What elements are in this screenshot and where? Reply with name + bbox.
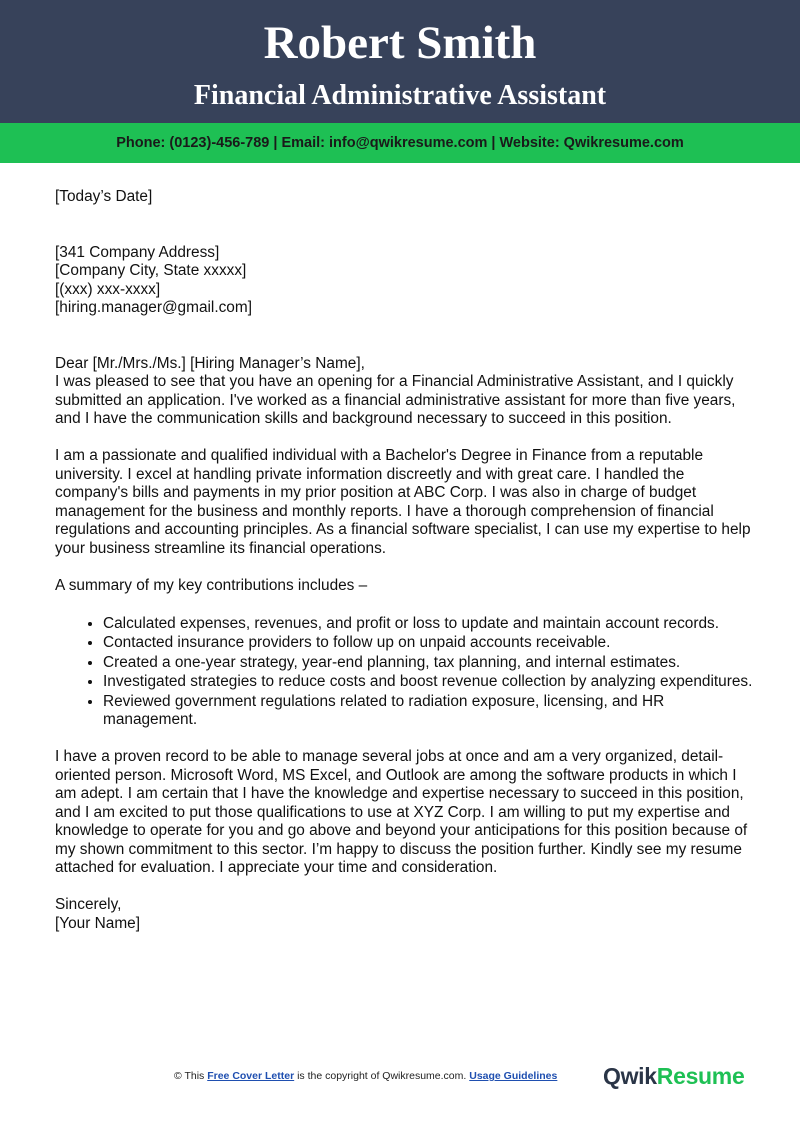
header-banner: [0, 0, 800, 123]
logo-part-qwik: Qwik: [603, 1063, 657, 1089]
qwikresume-logo[interactable]: [603, 1063, 744, 1090]
signature: [Your Name]: [55, 914, 140, 932]
list-item: • Investigated strategies to reduce costs and boost revenue collection by analyzing expenditures.: [103, 672, 755, 692]
paragraph: I was pleased to see that you have an opening for a Financial Administrative Assistant, and I quickly submitted an application. I've worked as a financial administrative assistant for more than five years, and I have the communication skills and background necessary to succeed in this position.: [55, 373, 736, 427]
candidate-name: Robert Smith: [263, 17, 537, 69]
usage-guidelines-link[interactable]: Usage Guidelines: [469, 1070, 558, 1082]
address-line: [Company City, State xxxxx]: [55, 262, 247, 279]
footer: [0, 1058, 800, 1098]
letter-body: [55, 188, 755, 933]
address-line: [341 Company Address]: [55, 243, 220, 261]
logo-part-resume: Resume: [656, 1063, 745, 1089]
closing-paragraph: I have a proven record to be able to manage several jobs at once and am a very organized, detail-oriented person. Microsoft Word, MS Excel, and Outlook are among the software products in which I am adept. I am certain that I have the knowledge and expertise necessary to succeed in this position, and I am excited to put those qualifications to use at XYZ Corp. I am willing to put my expertise and knowledge to operate for you and go above and beyond your anticipations for this position because of my shown commitment to this sector. I’m happy to discuss the position further. Kindly see my resume attached for evaluation. I appreciate your time and consideration.: [55, 748, 748, 876]
recipient-address: [55, 244, 755, 318]
copyright-text: © This: [174, 1070, 208, 1082]
copyright-notice: [174, 1070, 557, 1082]
list-item: • Created a one-year strategy, year-end planning, tax planning, and internal estimates.: [103, 653, 755, 673]
paragraph: I am a passionate and qualified individual with a Bachelor's Degree in Finance from a reputable university. I excel at handling private information discreetly and with great care. I handled the company's bills and payments in my prior position at ABC Corp. I was also in charge of budget management for the business and monthly reports. I have a thorough comprehension of financial regulations and accounting principles. As a financial software specialist, I can use my expertise to help your business streamline its financial operations.: [55, 447, 751, 557]
contributions-list: [55, 614, 755, 730]
job-title: Financial Administrative Assistant: [193, 80, 607, 111]
address-line: [hiring.manager@gmail.com]: [55, 299, 252, 316]
free-cover-letter-link[interactable]: Free Cover Letter: [207, 1070, 295, 1082]
paragraph: A summary of my key contributions includes –: [55, 576, 368, 594]
address-line: [(xxx) xxx-xxxx]: [55, 280, 161, 298]
list-item: • Contacted insurance providers to follow up on unpaid accounts receivable.: [103, 633, 755, 653]
list-item: • Reviewed government regulations related to radiation exposure, licensing, and HR management.: [103, 692, 755, 730]
letter-date: [Today’s Date]: [55, 188, 153, 205]
salutation: Dear [Mr./Mrs./Ms.] [Hiring Manager’s Name],: [55, 354, 365, 372]
copyright-text: is the copyright of Qwikresume.com.: [294, 1070, 470, 1082]
contact-bar: Phone: (0123)-456-789 | Email: info@qwikresume.com | Website: Qwikresume.com: [0, 123, 800, 163]
list-item: • Calculated expenses, revenues, and profit or loss to update and maintain account records.: [103, 614, 755, 634]
signoff: Sincerely,: [55, 896, 122, 913]
